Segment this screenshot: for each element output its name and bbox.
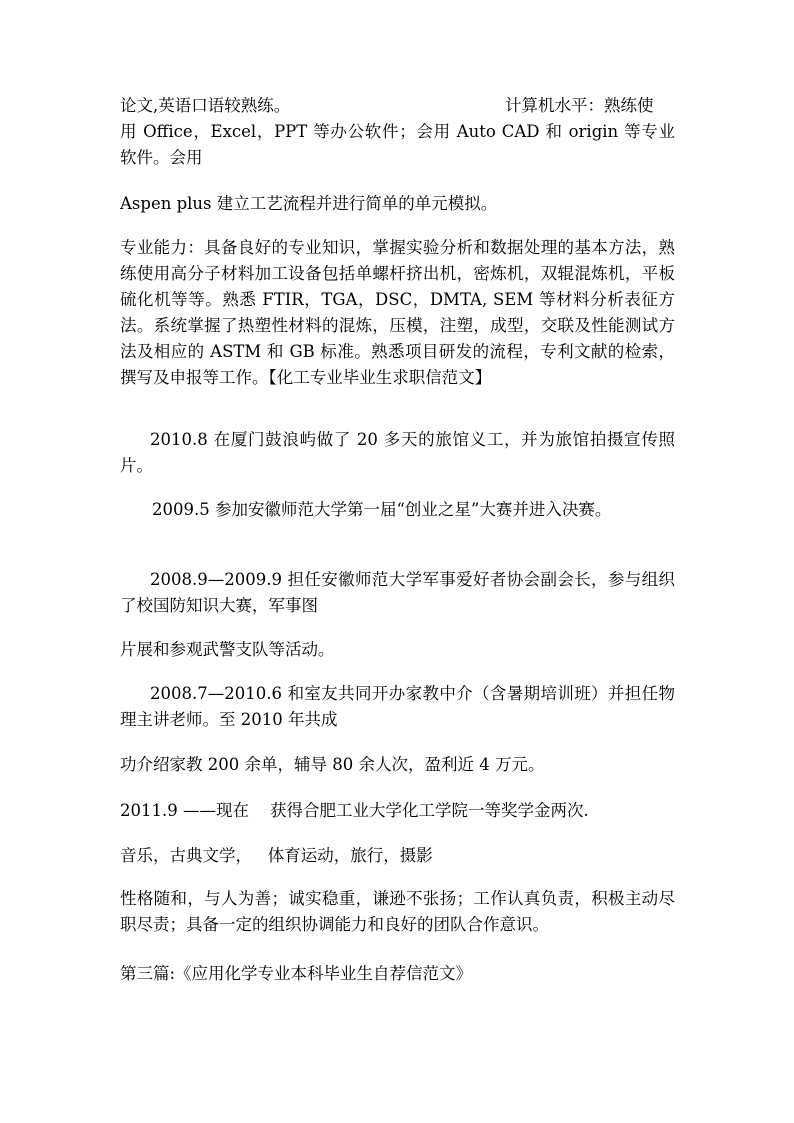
paragraph-language: 论文,英语口语较熟练。 (120, 96, 291, 115)
paragraph-professional-ability: 专业能力：具备良好的专业知识，掌握实验分析和数据处理的基本方法，熟练使用高分子材料加工设备包括单螺杆挤出机，密炼机，双辊混炼机，平板硫化机等等。熟悉 FTIR，TGA，DSC，DMTA, SEM 等材料分析表征方法。系统掌握了热塑性材料的混炼，压模，注塑，成型，交联及性能测试方法及相应的 ASTM 和 GB 标准。熟悉项目研发的流程，专利文献的检索，撰写及申报等工作。【化工专业毕业生求职信范文】 (120, 238, 675, 387)
paragraph-2008-9: 2008.9—2009.9 担任安徽师范大学军事爱好者协会副会长，参与组织了校国防知识大赛，军事图 (120, 570, 675, 615)
paragraph-2009-5: 2009.5 参加安徽师范大学第一届“创业之星”大赛并进入决赛。 (152, 500, 612, 519)
paragraph-2008-7: 2008.7—2010.6 和室友共同开办家教中介（含暑期培训班）并担任物理主讲老师。至 2010 年共成 (120, 684, 675, 729)
paragraph-tutoring-results: 功介绍家教 200 余单，辅导 80 余人次，盈利近 4 万元。 (120, 755, 545, 774)
computer-skills-label: 计算机水平：熟练使 (505, 96, 654, 115)
paragraph-aspen: Aspen plus 建立工艺流程并进行简单的单元模拟。 (120, 194, 498, 213)
paragraph-scholarship: 2011.9 ——现在 获得合肥工业大学化工学院一等奖学金两次. (120, 801, 589, 820)
paragraph-activities: 片展和参观武警支队等活动。 (120, 640, 335, 659)
paragraph-software: 用 Office，Excel，PPT 等办公软件；会用 Auto CAD 和 origin 等专业软件。会用 (120, 122, 675, 167)
paragraph-personality: 性格随和，与人为善；诚实稳重，谦逊不张扬；工作认真负责，积极主动尽职尽责；具备一定的组织协调能力和良好的团队合作意识。 (120, 889, 675, 934)
paragraph-2010-8: 2010.8 在厦门鼓浪屿做了 20 多天的旅馆义工，并为旅馆拍摄宣传照片。 (120, 430, 675, 475)
paragraph-hobbies: 音乐，古典文学， 体育运动，旅行，摄影 (120, 846, 433, 865)
section-title-third: 第三篇:《应用化学专业本科毕业生自荐信范文》 (120, 964, 473, 983)
